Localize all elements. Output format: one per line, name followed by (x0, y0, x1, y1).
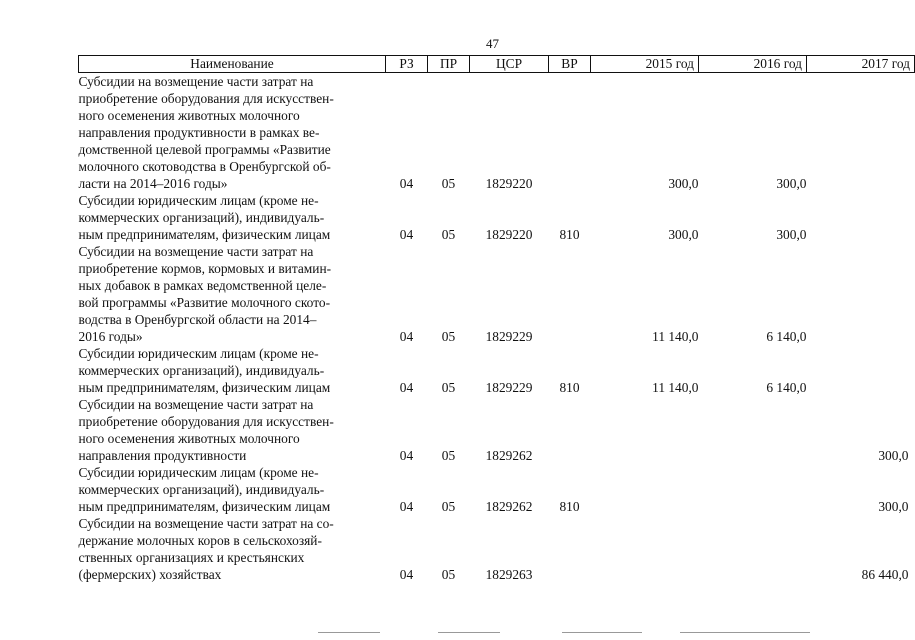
row-name-line: ного осеменения животных молочного (78, 431, 300, 446)
row-name-line: молочного скотоводства в Оренбургской об- (78, 159, 331, 174)
row-name-line: Субсидии на возмещение части затрат на (78, 397, 314, 412)
row-rz: 04 (399, 227, 414, 242)
row-rz: 04 (399, 176, 414, 191)
row-name-line: ным предпринимателям, физическим лицам (78, 499, 331, 514)
row-pr: 05 (441, 448, 456, 463)
row-name (79, 243, 386, 345)
row-csr: 1829229 (485, 380, 533, 395)
row-name-line: коммерческих организаций), индивидуаль- (78, 482, 325, 497)
row-2015: 300,0 (668, 227, 699, 242)
row-vr (549, 396, 591, 464)
row-name-line: приобретение оборудования для искусствен- (78, 414, 334, 429)
header-2015: 2015 год (591, 56, 699, 73)
row-name-line: приобретение оборудования для искусствен- (78, 91, 334, 106)
row-2016 (699, 396, 807, 464)
row-name-line: коммерческих организаций), индивидуаль- (78, 210, 325, 225)
row-vr (549, 515, 591, 583)
row-name-line: домственной целевой программы «Развитие (78, 142, 331, 157)
row-rz: 04 (399, 567, 414, 582)
row-name-line: ственных организациях и крестьянских (78, 550, 305, 565)
row-2017 (807, 192, 915, 243)
header-name: Наименование (79, 56, 386, 73)
row-2016 (699, 464, 807, 515)
table-row (79, 464, 915, 515)
bottom-rule (680, 632, 810, 633)
table-row (79, 192, 915, 243)
row-name-line: приобретение кормов, кормовых и витамин- (78, 261, 332, 276)
row-2016: 300,0 (776, 227, 807, 242)
row-2017 (807, 243, 915, 345)
row-rz: 04 (399, 329, 414, 344)
row-name-line: Субсидии юридическим лицам (кроме не- (78, 465, 319, 480)
header-vr: ВР (549, 56, 591, 73)
row-csr: 1829229 (485, 329, 533, 344)
row-name-line: 2016 годы» (78, 329, 143, 344)
row-2017: 86 440,0 (861, 567, 909, 582)
table-row (79, 515, 915, 583)
row-2017 (807, 73, 915, 193)
row-pr: 05 (441, 499, 456, 514)
row-name-line: Субсидии на возмещение части затрат на (78, 74, 314, 89)
row-rz: 04 (399, 380, 414, 395)
row-name-line: направления продуктивности в рамках ве- (78, 125, 320, 140)
row-name-line: ных добавок в рамках ведомственной целе- (78, 278, 327, 293)
row-name (79, 345, 386, 396)
row-name-line: ным предпринимателям, физическим лицам (78, 227, 331, 242)
header-rz: РЗ (386, 56, 428, 73)
row-csr: 1829263 (485, 567, 533, 582)
budget-table (78, 55, 915, 583)
row-name (79, 515, 386, 583)
bottom-rule (562, 632, 642, 633)
row-vr (549, 73, 591, 193)
row-name (79, 464, 386, 515)
row-2016: 6 140,0 (766, 380, 807, 395)
row-2016 (699, 515, 807, 583)
row-name-line: (фермерских) хозяйствах (78, 567, 222, 582)
table-row (79, 73, 915, 193)
row-name-line: направления продуктивности (78, 448, 247, 463)
row-2015 (591, 396, 699, 464)
row-name (79, 73, 386, 193)
row-rz: 04 (399, 448, 414, 463)
row-pr: 05 (441, 176, 456, 191)
row-name (79, 396, 386, 464)
row-name-line: Субсидии юридическим лицам (кроме не- (78, 193, 319, 208)
bottom-rule (318, 632, 380, 633)
row-2017: 300,0 (878, 499, 909, 514)
header-pr: ПР (428, 56, 470, 73)
row-vr: 810 (559, 380, 580, 395)
row-name-line: вой программы «Развитие молочного ското- (78, 295, 331, 310)
header-row (79, 56, 915, 73)
row-pr: 05 (441, 227, 456, 242)
row-pr: 05 (441, 567, 456, 582)
row-name-line: ным предпринимателям, физическим лицам (78, 380, 331, 395)
row-csr: 1829220 (485, 227, 533, 242)
row-2017: 300,0 (878, 448, 909, 463)
row-2016: 6 140,0 (766, 329, 807, 344)
row-csr: 1829220 (485, 176, 533, 191)
row-2015: 11 140,0 (652, 380, 699, 395)
table-body (79, 73, 915, 584)
row-name (79, 192, 386, 243)
row-2015 (591, 464, 699, 515)
row-csr: 1829262 (485, 499, 533, 514)
row-name-line: коммерческих организаций), индивидуаль- (78, 363, 325, 378)
header-2017: 2017 год (807, 56, 915, 73)
row-name-line: Субсидии на возмещение части затрат на (78, 244, 314, 259)
table-row (79, 396, 915, 464)
bottom-rule (438, 632, 500, 633)
header-csr: ЦСР (470, 56, 549, 73)
table-row (79, 243, 915, 345)
row-name-line: Субсидии юридическим лицам (кроме не- (78, 346, 319, 361)
row-vr: 810 (559, 499, 580, 514)
row-rz: 04 (399, 499, 414, 514)
row-name-line: Субсидии на возмещение части затрат на со- (78, 516, 334, 531)
row-name-line: ласти на 2014–2016 годы» (78, 176, 228, 191)
page-number: 47 (486, 36, 499, 51)
row-2015: 300,0 (668, 176, 699, 191)
table-row (79, 345, 915, 396)
row-name-line: водства в Оренбургской области на 2014– (78, 312, 317, 327)
row-vr (549, 243, 591, 345)
row-2015: 11 140,0 (652, 329, 699, 344)
row-vr: 810 (559, 227, 580, 242)
row-2017 (807, 345, 915, 396)
row-name-line: ного осеменения животных молочного (78, 108, 300, 123)
row-pr: 05 (441, 329, 456, 344)
row-2016: 300,0 (776, 176, 807, 191)
header-2016: 2016 год (699, 56, 807, 73)
row-csr: 1829262 (485, 448, 533, 463)
row-2015 (591, 515, 699, 583)
row-pr: 05 (441, 380, 456, 395)
row-name-line: держание молочных коров в сельскохозяй- (78, 533, 322, 548)
